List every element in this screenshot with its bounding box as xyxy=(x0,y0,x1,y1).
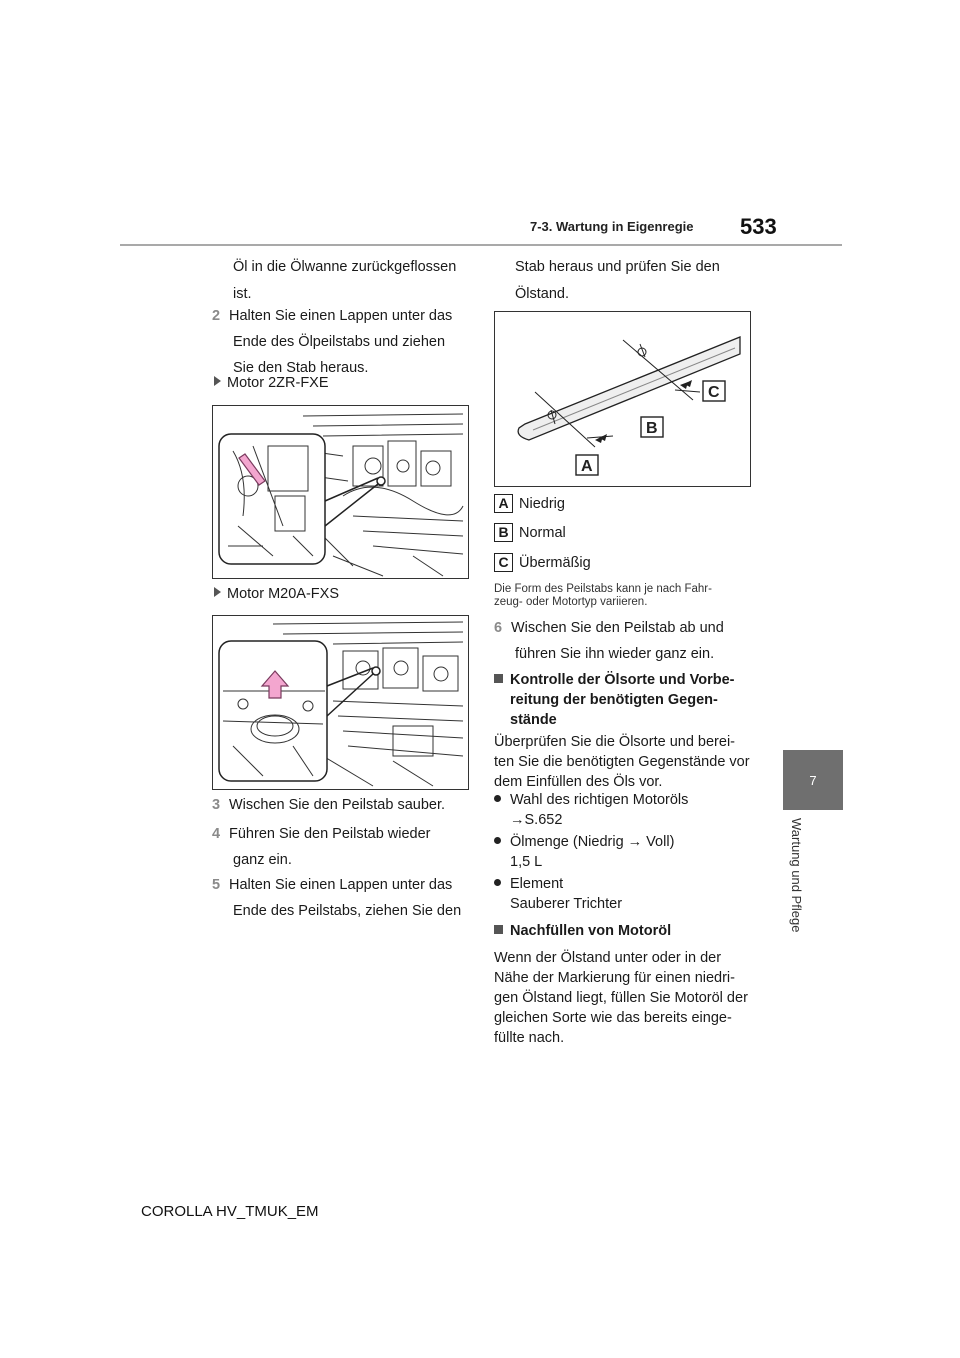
step-number: 5 xyxy=(212,877,221,893)
triangle-marker-icon xyxy=(214,587,221,597)
step-4: 4 Führen Sie den Peilstab wieder ganz ein. xyxy=(212,823,431,872)
step-number: 6 xyxy=(494,620,503,636)
bullet-element: Element Sauberer Trichter xyxy=(494,874,622,914)
engine-label-2: Motor M20A-FXS xyxy=(214,583,339,606)
page-number: 533 xyxy=(740,214,777,239)
footer-model: COROLLA HV_TMUK_EM xyxy=(141,1203,319,1220)
step-number: 2 xyxy=(212,308,221,324)
step-number: 3 xyxy=(212,797,221,813)
oil-type-paragraph: Überprüfen Sie die Ölsorte und berei- ten Sie die benötigten Gegenstände vor dem Einfüllen des Öls vor. xyxy=(494,734,750,790)
step-2: 2 Halten Sie einen Lappen unter das Ende des Ölpeilstabs und ziehen Sie den Stab heraus. xyxy=(212,305,452,380)
chapter-number: 7 xyxy=(809,772,817,788)
step-5-continuation: Stab heraus und prüfen Sie den Ölstand. xyxy=(515,259,720,302)
bullet-icon xyxy=(494,837,501,844)
refill-paragraph: Wenn der Ölstand unter oder in der Nähe der Markierung für einen niedri- gen Ölstand liegt, füllen Sie Motoröl der gleichen Sorte wie das bereits einge- füllte nach. xyxy=(494,950,748,1046)
chapter-tab[interactable] xyxy=(783,750,843,810)
dipstick-illustration xyxy=(494,311,751,487)
engine-image-m20a-fxs xyxy=(212,615,469,790)
bullet-icon xyxy=(494,795,501,802)
engine-image-2zr-fxe xyxy=(212,405,469,579)
triangle-marker-icon xyxy=(214,376,221,386)
legend-c: C Übermäßig xyxy=(494,552,591,575)
header-rule xyxy=(120,244,842,246)
continuation-text: Öl in die Ölwanne zurückgeflossen ist. xyxy=(233,259,457,302)
legend-a: A Niedrig xyxy=(494,493,565,516)
bullet-oil-quantity: Ölmenge (Niedrig → Voll) 1,5 L xyxy=(494,832,674,872)
label-a: A xyxy=(581,458,593,475)
engine-label-1: Motor 2ZR-FXE xyxy=(214,372,329,395)
heading-oil-type: Kontrolle der Ölsorte und Vorbe- reitung der benötigten Gegen- stände xyxy=(494,670,735,730)
legend-key: A xyxy=(494,494,513,513)
step-6: 6 Wischen Sie den Peilstab ab und führen Sie ihn wieder ganz ein. xyxy=(494,617,724,666)
legend-key: C xyxy=(494,553,513,572)
section-title: 7-3. Wartung in Eigenregie xyxy=(530,219,694,234)
heading-refill: Nachfüllen von Motoröl xyxy=(494,920,671,943)
chapter-label: Wartung und Pflege xyxy=(789,818,804,933)
engine-bay-illustration xyxy=(213,406,468,578)
bullet-oil-choice: Wahl des richtigen Motoröls →S.652 xyxy=(494,790,688,830)
engine-bay-illustration xyxy=(213,616,468,789)
step-5: 5 Halten Sie einen Lappen unter das Ende des Peilstabs, ziehen Sie den xyxy=(212,874,461,923)
square-marker-icon xyxy=(494,674,503,683)
legend-key: B xyxy=(494,523,513,542)
bullet-icon xyxy=(494,879,501,886)
step-number: 4 xyxy=(212,826,221,842)
square-marker-icon xyxy=(494,925,503,934)
step-3: 3 Wischen Sie den Peilstab sauber. xyxy=(212,794,445,817)
dipstick-note: Die Form des Peilstabs kann je nach Fahr- zeug- oder Motortyp variieren. xyxy=(494,583,712,608)
label-c: C xyxy=(708,384,720,401)
legend-b: B Normal xyxy=(494,522,566,545)
label-b: B xyxy=(646,420,658,437)
